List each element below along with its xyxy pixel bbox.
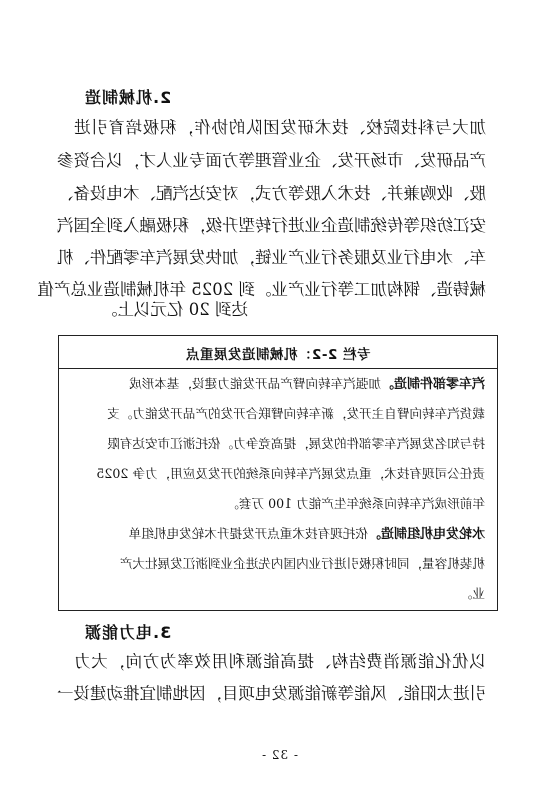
paragraph-line: 安江纺织等传统制造企业进行转型升级，积极融入到全国汽 bbox=[57, 216, 486, 235]
paragraph-line: 加大与科技院校、技术研发团队的协作，积极培育引进 bbox=[74, 118, 486, 137]
feature-box-machinery bbox=[58, 335, 498, 611]
box-line: 机装机容量，同时积极引进行业内国内先进企业到浙江发展壮大产 bbox=[119, 556, 485, 571]
paragraph-line: 以优化能源消费结构、提高能源利用效率为方向，大力 bbox=[74, 652, 486, 671]
box-line bbox=[71, 526, 485, 543]
paragraph-line: 车、水电行业及服务行业产业链，加快发展汽车零配件、机 bbox=[57, 248, 486, 267]
box-subheading-hydro: 水轮发电机组制造。 bbox=[367, 527, 485, 542]
box-line: 载货汽车转向臂自主开发，新车转向臂联合开发的产品开发能力。支 bbox=[107, 406, 485, 421]
box-line bbox=[71, 376, 485, 393]
box-title: 专栏 2-2：机械制造发展重点 bbox=[185, 347, 371, 363]
paragraph-line: 股、收购兼并、技术入股等方式，对安达汽配、木电设备、 bbox=[57, 184, 486, 203]
paragraph-line: 械铸造、钢构加工等行业产业。到 2025 年机械制造业总产值 bbox=[37, 280, 486, 299]
box-line: 年前形成汽车转向系统年生产能力 100 万套。 bbox=[226, 496, 485, 511]
box-title-bar bbox=[59, 336, 497, 369]
box-text: 加强汽车转向臂产品开发能力建设，基本形成 bbox=[129, 376, 381, 391]
box-text: 依托现有技术重点开发提升木轮发电机组单 bbox=[128, 526, 368, 541]
box-line: 责任公司现有技术，重点发展汽车转向系统的开发及应用，力争 2025 bbox=[96, 466, 485, 481]
box-line: 业。 bbox=[459, 586, 485, 601]
paragraph-line: 引进太阳能、风能等新能源发电项目，因地制宜推动建设一 bbox=[57, 684, 486, 703]
paragraph-line: 达到 20 亿元以上。 bbox=[101, 300, 248, 319]
paragraph-line: 产品研发、市场开发、企业管理等方面专业人才，以合资参 bbox=[57, 151, 486, 170]
box-subheading-auto-parts: 汽车零部件制造。 bbox=[380, 377, 485, 392]
section-heading-machinery: 2.机械制造 bbox=[84, 88, 172, 107]
box-line: 持与知名发展汽车零部件的发展，提高竞争力。依托浙江市安达有限 bbox=[107, 436, 485, 451]
page-number: - 32 - bbox=[261, 748, 299, 762]
section-heading-power: 3.电力能源 bbox=[84, 623, 172, 642]
